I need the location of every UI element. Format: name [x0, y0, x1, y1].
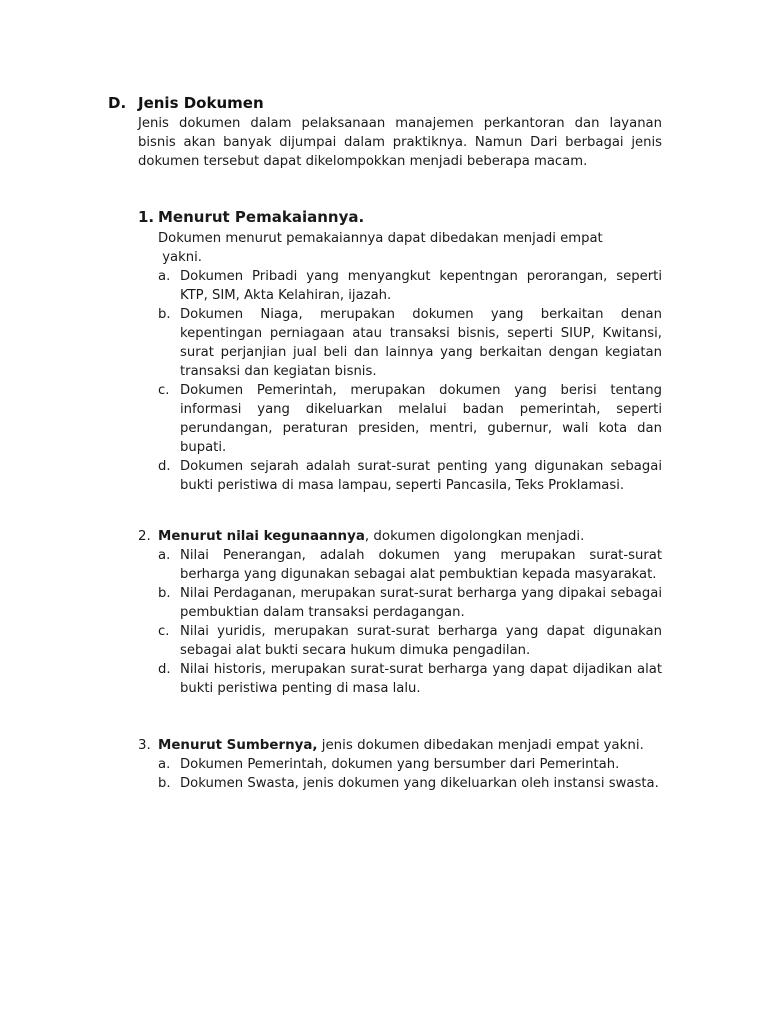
list-item-letter: c. — [158, 624, 170, 639]
list-item — [138, 381, 662, 457]
list-item-text: Nilai Penerangan, adalah dokumen yang merupakan surat-surat berharga yang digunakan sebagai alat pembuktian kepada masyarakat. — [180, 548, 662, 582]
list-item-letter: a. — [158, 757, 171, 772]
heading-title: Jenis Dokumen — [138, 94, 264, 112]
intro-paragraph: Jenis dokumen dalam pelaksanaan manajemen perkantoran dan layanan bisnis akan banyak dijumpai dalam praktiknya. Namun Dari berbagai jenis dokumen tersebut dapat dikelompokkan menjadi beberapa macam. — [138, 116, 662, 169]
list-item — [138, 305, 662, 381]
list-item-letter: b. — [158, 307, 171, 322]
subsection-1-title-text: Menurut Pemakaiannya. — [158, 208, 365, 226]
list-item — [138, 774, 662, 793]
list-item-letter: d. — [158, 459, 171, 474]
subsection-2 — [138, 527, 662, 698]
subsection-1-intro-line2: yakni. — [158, 250, 202, 265]
list-item-letter: a. — [158, 269, 171, 284]
subsection-3-number: 3. — [138, 738, 151, 753]
subsection-3-title — [138, 736, 662, 755]
list-item — [138, 546, 662, 584]
list-item-text: Dokumen Swasta, jenis dokumen yang dikeluarkan oleh instansi swasta. — [180, 776, 659, 791]
heading-letter: D. — [108, 94, 127, 112]
section-heading — [108, 94, 264, 112]
subsection-1-title — [138, 208, 662, 227]
list-item — [138, 584, 662, 622]
list-item-letter: d. — [158, 662, 171, 677]
subsection-2-list — [138, 546, 662, 698]
list-item — [138, 622, 662, 660]
list-item-letter: b. — [158, 586, 171, 601]
list-item — [138, 660, 662, 698]
subsection-2-title-text: Menurut nilai kegunaannya — [158, 529, 365, 544]
list-item-text: Dokumen Pemerintah, merupakan dokumen yang berisi tentang informasi yang dikeluarkan melalui badan pemerintah, seperti perundangan, peraturan presiden, mentri, gubernur, wali kota dan bupati. — [180, 383, 662, 455]
list-item-text: Dokumen Pribadi yang menyangkut kepentngan perorangan, seperti KTP, SIM, Akta Kelahiran, ijazah. — [180, 269, 662, 303]
list-item-text: Nilai yuridis, merupakan surat-surat berharga yang dapat digunakan sebagai alat bukti secara hukum dimuka pengadilan. — [180, 624, 662, 658]
list-item-text: Dokumen sejarah adalah surat-surat penting yang digunakan sebagai bukti peristiwa di masa lampau, seperti Pancasila, Teks Proklamasi. — [180, 459, 662, 493]
list-item — [138, 267, 662, 305]
subsection-3-list — [138, 755, 662, 793]
subsection-3-title-text: Menurut Sumbernya, — [158, 738, 318, 753]
subsection-1-list — [138, 267, 662, 495]
subsection-3 — [138, 736, 662, 793]
subsection-2-title — [138, 527, 662, 546]
subsection-1 — [138, 208, 662, 495]
list-item — [138, 755, 662, 774]
list-item-text: Nilai historis, merupakan surat-surat berharga yang dapat dijadikan alat bukti peristiwa penting di masa lalu. — [180, 662, 662, 696]
list-item-letter: b. — [158, 776, 171, 791]
list-item-text: Dokumen Pemerintah, dokumen yang bersumber dari Pemerintah. — [180, 757, 620, 772]
subsection-1-intro-line1: Dokumen menurut pemakaiannya dapat dibedakan menjadi empat — [158, 231, 603, 246]
list-item-text: Nilai Perdaganan, merupakan surat-surat berharga yang dipakai sebagai pembuktian dalam transaksi perdagangan. — [180, 586, 662, 620]
subsection-1-intro — [158, 229, 662, 267]
list-item-letter: a. — [158, 548, 171, 563]
list-item-text: Dokumen Niaga, merupakan dokumen yang berkaitan denan kepentingan perniagaan atau transaksi bisnis, seperti SIUP, Kwitansi, surat perjanjian jual beli dan lainnya yang berkaitan dengan kegiatan transaksi dan kegiatan bisnis. — [180, 307, 662, 379]
subsection-2-title-rest: , dokumen digolongkan menjadi. — [364, 529, 585, 544]
subsection-3-title-rest: jenis dokumen dibedakan menjadi empat yakni. — [317, 738, 644, 753]
subsection-2-number: 2. — [138, 529, 151, 544]
list-item — [138, 457, 662, 495]
list-item-letter: c. — [158, 383, 170, 398]
subsection-1-number: 1. — [138, 208, 155, 226]
